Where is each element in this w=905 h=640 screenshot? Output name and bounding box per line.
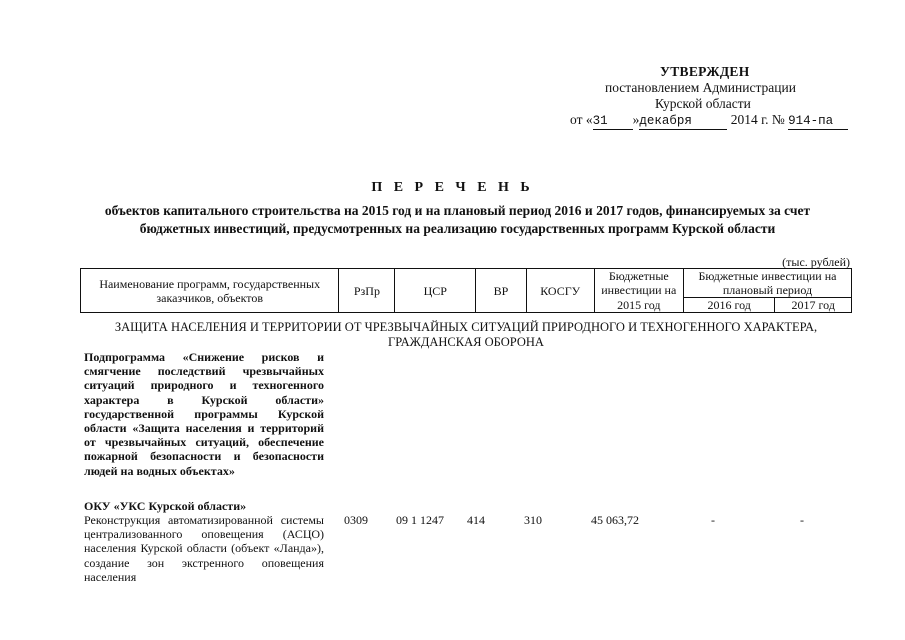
- approval-month: декабря: [639, 113, 727, 130]
- header-year-2016: 2016 год: [683, 298, 775, 313]
- table-header: [80, 268, 852, 313]
- customer-name: ОКУ «УКС Курской области»: [84, 499, 247, 513]
- row-kosgu: 310: [524, 513, 542, 527]
- row-2015: 45 063,72: [591, 513, 639, 527]
- approval-line3: Курской области: [655, 96, 751, 111]
- row-vr: 414: [467, 513, 485, 527]
- units-label: (тыс. рублей): [782, 255, 850, 269]
- header-name: Наименование программ, государственных заказчиков, объектов: [81, 269, 339, 313]
- header-budget-2015: Бюджетные инвестиции на: [594, 269, 683, 298]
- subprogram-text: Подпрограмма «Снижение рисков и смягчение последствий чрезвычайных ситуаций природного и техногенного характера в Курской области» государственной программы Курской области «Защита населения и территорий от чрезвычайных ситуаций, обеспечение пожарной безопасности и безопасности людей на водных объектах»: [84, 350, 324, 478]
- approval-from-prefix: от «: [570, 112, 593, 127]
- row-2017: -: [800, 513, 804, 527]
- header-vr: ВР: [476, 269, 527, 313]
- header-kosgu: КОСГУ: [526, 269, 594, 313]
- row-rzpr: 0309: [344, 513, 368, 527]
- approval-number: 914-па: [788, 113, 848, 130]
- approval-date-line: [560, 112, 860, 130]
- approval-line2: постановлением Администрации: [605, 80, 796, 95]
- row-csr: 09 1 1247: [396, 513, 444, 527]
- header-year-2017: 2017 год: [775, 298, 852, 313]
- document-subtitle: объектов капитального строительства на 2015 год и на плановый период 2016 и 2017 годов, финансируемых за счет бюджетных инвестиций, предусмотренных на реализацию государственных программ Курской области: [104, 203, 811, 236]
- approval-block: [560, 64, 860, 130]
- header-budget-plan: Бюджетные инвестиции на плановый период: [683, 269, 851, 298]
- approval-title: УТВЕРЖДЕН: [660, 64, 750, 79]
- section-title: ЗАЩИТА НАСЕЛЕНИЯ И ТЕРРИТОРИИ ОТ ЧРЕЗВЫЧАЙНЫХ СИТУАЦИЙ ПРИРОДНОГО И ТЕХНОГЕННОГО ХАРАКТЕРА, ГРАЖДАНСКАЯ ОБОРОНА: [114, 320, 818, 349]
- object-name: Реконструкция автоматизированной системы централизованного оповещения (АСЦО) населения Курской области (объект «Ланда»), создание зон экстренного оповещения населения: [84, 513, 324, 584]
- header-year-2015: 2015 год: [594, 298, 683, 313]
- approval-mid: »: [632, 112, 640, 127]
- approval-day: 31: [593, 113, 633, 130]
- document-title: П Е Р Е Ч Е Н Ь: [371, 180, 534, 195]
- approval-year: 2014 г. №: [730, 112, 785, 127]
- header-rzpr: РзПр: [339, 269, 395, 313]
- row-2016: -: [711, 513, 715, 527]
- header-csr: ЦСР: [395, 269, 476, 313]
